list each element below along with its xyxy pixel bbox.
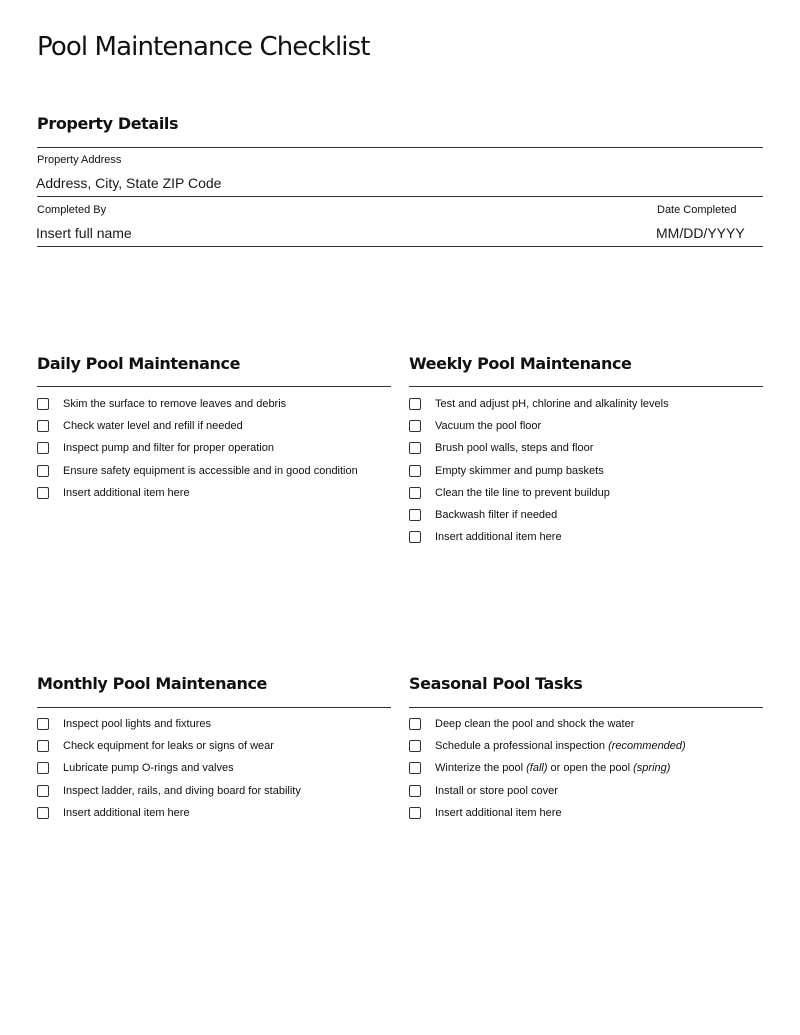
checkbox[interactable]	[409, 740, 421, 752]
checkbox[interactable]	[409, 531, 421, 543]
checklist-item-label: Insert additional item here	[63, 486, 190, 499]
checklist-item[interactable]	[409, 780, 686, 802]
checklist-item[interactable]	[37, 802, 301, 824]
italic-note: (spring)	[633, 762, 671, 775]
checklist-item-label: Inspect pump and filter for proper operation	[63, 442, 274, 455]
page-title: Pool Maintenance Checklist	[37, 32, 370, 62]
checklist-item[interactable]	[409, 504, 669, 526]
label-text: Insert additional item here	[435, 806, 562, 819]
checklist-item-label: Lubricate pump O-rings and valves	[63, 762, 234, 775]
checklist-item-label: Ensure safety equipment is accessible and in good condition	[63, 464, 358, 477]
checkbox[interactable]	[409, 420, 421, 432]
checkbox[interactable]	[409, 762, 421, 774]
checklist-item[interactable]	[37, 713, 301, 735]
checkbox[interactable]	[37, 487, 49, 499]
daily-checklist	[37, 393, 358, 504]
checklist-item[interactable]	[409, 802, 686, 824]
divider	[409, 707, 763, 708]
checklist-item-label: Inspect pool lights and fixtures	[63, 718, 211, 731]
checkbox[interactable]	[409, 509, 421, 521]
date-completed-field[interactable]: MM/DD/YYYY	[656, 225, 745, 241]
checklist-item[interactable]	[409, 735, 686, 757]
checkbox[interactable]	[37, 442, 49, 454]
checklist-item-label: Vacuum the pool floor	[435, 420, 542, 433]
checklist-item-label: Insert additional item here	[63, 806, 190, 819]
italic-note: (recommended)	[608, 740, 686, 753]
checklist-item[interactable]	[37, 757, 301, 779]
seasonal-checklist	[409, 713, 686, 824]
checkbox[interactable]	[37, 762, 49, 774]
seasonal-section-title: Seasonal Pool Tasks	[409, 674, 583, 693]
date-completed-label: Date Completed	[657, 204, 737, 216]
checklist-item-label: Backwash filter if needed	[435, 509, 558, 522]
checkbox[interactable]	[37, 420, 49, 432]
checklist-item[interactable]	[409, 482, 669, 504]
checklist-item-label	[435, 740, 686, 752]
checklist-item[interactable]	[37, 460, 358, 482]
checklist-item-label	[435, 785, 558, 797]
checkbox[interactable]	[409, 442, 421, 454]
checklist-item-label: Empty skimmer and pump baskets	[435, 464, 604, 477]
checklist-item[interactable]	[37, 415, 358, 437]
divider	[37, 707, 391, 708]
checklist-item[interactable]	[409, 713, 686, 735]
completed-by-label: Completed By	[37, 204, 107, 216]
completed-by-field[interactable]: Insert full name	[36, 225, 132, 241]
checklist-item[interactable]	[409, 393, 669, 415]
label-text: Deep clean the pool and shock the water	[435, 718, 635, 731]
checklist-item[interactable]	[409, 526, 669, 548]
italic-note: (fall)	[526, 762, 548, 775]
property-details-heading: Property Details	[37, 114, 179, 133]
checkbox[interactable]	[37, 718, 49, 730]
checkbox[interactable]	[409, 785, 421, 797]
checkbox[interactable]	[37, 465, 49, 477]
checklist-item[interactable]	[37, 393, 358, 415]
checkbox[interactable]	[37, 807, 49, 819]
divider	[409, 386, 763, 387]
checkbox[interactable]	[409, 718, 421, 730]
checklist-item-label: Brush pool walls, steps and floor	[435, 442, 594, 455]
checkbox[interactable]	[37, 398, 49, 410]
checklist-item[interactable]	[37, 735, 301, 757]
property-address-field[interactable]: Address, City, State ZIP Code	[36, 175, 222, 191]
divider	[37, 196, 763, 197]
checklist-item[interactable]	[37, 437, 358, 459]
divider	[37, 246, 763, 247]
checklist-item-label: Test and adjust pH, chlorine and alkalinity levels	[435, 398, 669, 411]
checkbox[interactable]	[409, 398, 421, 410]
monthly-section-title: Monthly Pool Maintenance	[37, 674, 268, 693]
checklist-item-label: Check equipment for leaks or signs of wear	[63, 740, 274, 753]
checkbox[interactable]	[409, 465, 421, 477]
checklist-item[interactable]	[409, 757, 686, 779]
checklist-item[interactable]	[37, 780, 301, 802]
divider	[37, 386, 391, 387]
label-text: or open the pool	[547, 762, 634, 775]
checkbox[interactable]	[409, 487, 421, 499]
checkbox[interactable]	[37, 740, 49, 752]
checkbox[interactable]	[37, 785, 49, 797]
checklist-item[interactable]	[37, 482, 358, 504]
checklist-item[interactable]	[409, 437, 669, 459]
label-text: Winterize the pool	[435, 762, 527, 775]
monthly-checklist	[37, 713, 301, 824]
checklist-item-label: Check water level and refill if needed	[63, 420, 243, 433]
checklist-item-label: Clean the tile line to prevent buildup	[435, 486, 610, 499]
checklist-item-label	[435, 762, 670, 774]
checklist-item-label	[435, 718, 634, 730]
label-text: Schedule a professional inspection	[435, 740, 609, 753]
daily-section-title: Daily Pool Maintenance	[37, 354, 241, 373]
checklist-item-label: Skim the surface to remove leaves and debris	[63, 398, 287, 411]
label-text: Install or store pool cover	[435, 784, 558, 797]
checklist-item-label: Insert additional item here	[435, 531, 562, 544]
checkbox[interactable]	[409, 807, 421, 819]
weekly-section-title: Weekly Pool Maintenance	[409, 354, 632, 373]
checklist-item-label	[435, 807, 562, 819]
weekly-checklist	[409, 393, 669, 548]
checklist-item[interactable]	[409, 460, 669, 482]
checklist-item[interactable]	[409, 415, 669, 437]
checklist-item-label: Inspect ladder, rails, and diving board for stability	[63, 784, 301, 797]
divider	[37, 147, 763, 148]
property-address-label: Property Address	[37, 154, 122, 166]
